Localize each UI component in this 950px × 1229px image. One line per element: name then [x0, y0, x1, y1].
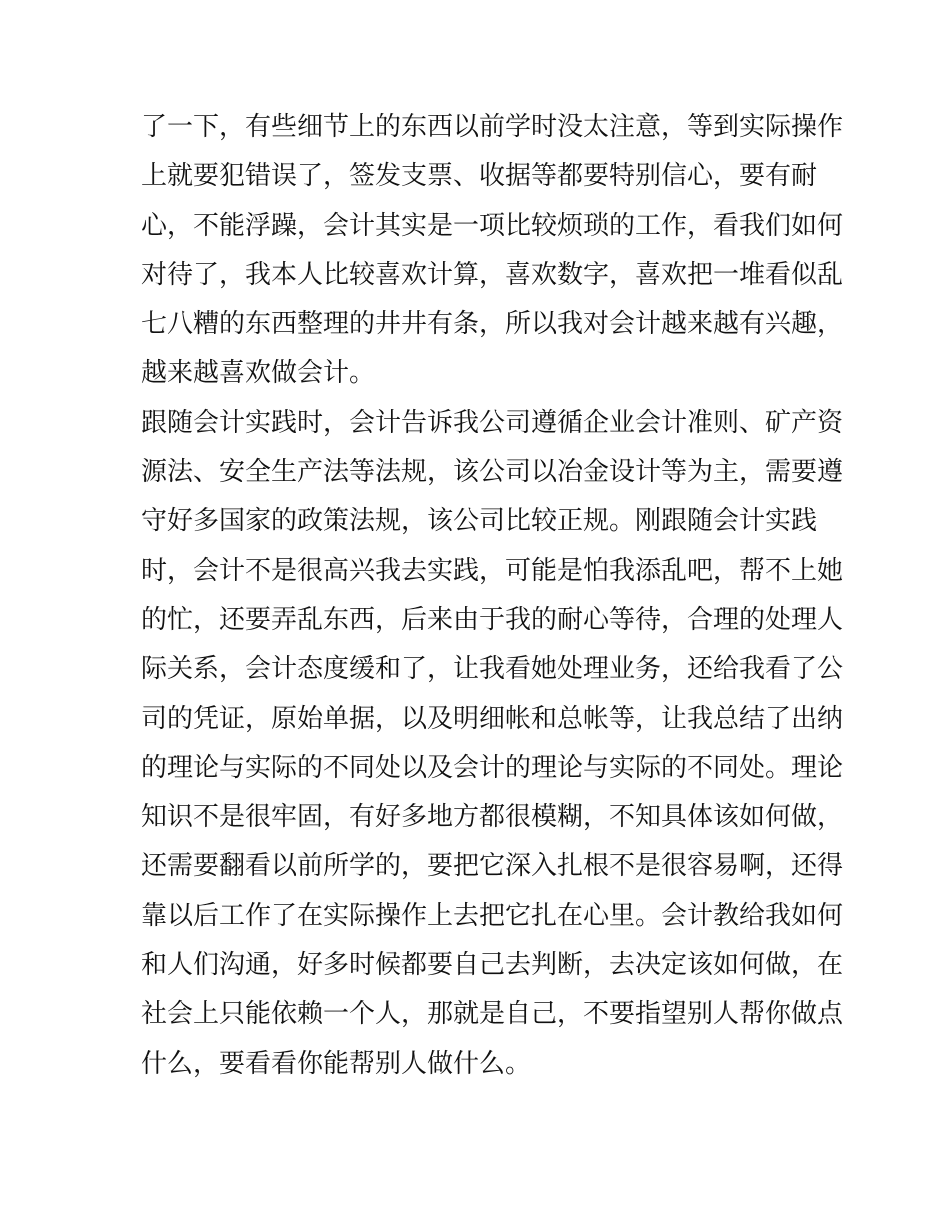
text-line: 还需要翻看以前所学的，要把它深入扎根不是很容易啊，还得	[141, 851, 844, 882]
text-line: 了一下，有些细节上的东西以前学时没太注意，等到实际操作	[141, 112, 844, 142]
text-line: 对待了，我本人比较喜欢计算，喜欢数字，喜欢把一堆看似乱	[141, 259, 844, 290]
document-body	[141, 103, 844, 1089]
text-line: 上就要犯错误了，签发支票、收据等都要特别信心，要有耐	[141, 161, 818, 192]
text-line: 时，会计不是很高兴我去实践，可能是怕我添乱吧，帮不上她	[141, 555, 844, 586]
text-line: 社会上只能依赖一个人，那就是自己，不要指望别人帮你做点	[141, 999, 844, 1030]
text-line: 的忙，还要弄乱东西，后来由于我的耐心等待，合理的处理人	[141, 604, 844, 635]
text-line: 什么，要看看你能帮别人做什么。	[141, 1048, 532, 1079]
text-line: 司的凭证，原始单据，以及明细帐和总帐等，让我总结了出纳	[141, 703, 844, 734]
text-line: 心，不能浮躁，会计其实是一项比较烦琐的工作，看我们如何	[141, 210, 844, 241]
text-line: 源法、安全生产法等法规，该公司以冶金设计等为主，需要遵	[141, 457, 844, 488]
text-line: 知识不是很牢固，有好多地方都很模糊，不知具体该如何做，	[141, 802, 844, 833]
text-line: 靠以后工作了在实际操作上去把它扎在心里。会计教给我如何	[141, 900, 844, 931]
text-line: 际关系，会计态度缓和了，让我看她处理业务，还给我看了公	[141, 654, 844, 685]
text-line: 的理论与实际的不同处以及会计的理论与实际的不同处。理论	[141, 752, 844, 783]
text-line: 守好多国家的政策法规，该公司比较正规。刚跟随会计实践	[141, 506, 818, 537]
text-line: 和人们沟通，好多时候都要自己去判断，去决定该如何做，在	[141, 950, 844, 981]
text-line: 越来越喜欢做会计。	[141, 358, 376, 389]
text-line: 跟随会计实践时，会计告诉我公司遵循企业会计准则、矿产资	[141, 407, 844, 438]
text-line: 七八糟的东西整理的井井有条，所以我对会计越来越有兴趣，	[141, 309, 844, 340]
